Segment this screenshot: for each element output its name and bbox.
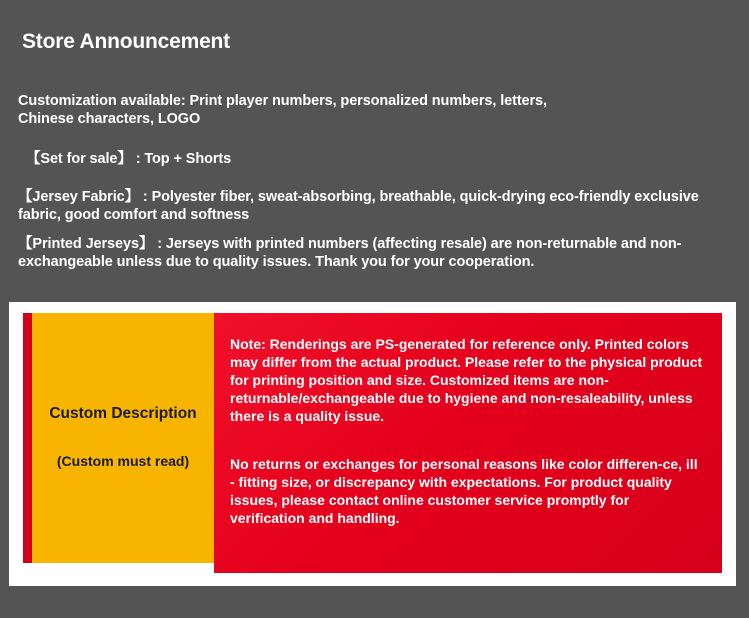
custom-note-renderings: Note: Renderings are PS-generated for reference only. Printed colors may differ from the actual product. Please refer to the physical product for printing position and size. Customized items are non-returnable/exchangeable due to hygiene and non-resaleability, unless there is a quality issue.: [230, 336, 703, 424]
custom-notes-box: [214, 313, 722, 573]
jersey-fabric-text: 【Jersey Fabric】 : Polyester fiber, sweat-absorbing, breathable, quick-drying eco-friendly exclusive fabric, good comfort and softness: [18, 189, 699, 223]
custom-description-label-box: [32, 313, 214, 563]
printed-jerseys-text: 【Printed Jerseys】 : Jerseys with printed numbers (affecting resale) are non-returnable and non-exchangeable unless due to quality issues. Thank you for your cooperation.: [18, 236, 682, 270]
announcement-title: Store Announcement: [22, 30, 230, 53]
store-announcement-section: [0, 0, 749, 300]
custom-note-returns: No returns or exchanges for personal reasons like color differen-ce, ill - fitting size, or discrepancy with expectations. For product quality issues, please contact online customer service promptly for verification and handling.: [230, 456, 698, 526]
set-for-sale-text: 【Set for sale】 : Top + Shorts: [26, 151, 232, 167]
custom-description-panel: [9, 302, 736, 586]
custom-description-heading: Custom Description: [49, 405, 197, 422]
customization-text: Customization available: Print player numbers, personalized numbers, letters, Chinese characters, LOGO: [18, 93, 547, 127]
custom-description-subheading: (Custom must read): [56, 453, 190, 469]
